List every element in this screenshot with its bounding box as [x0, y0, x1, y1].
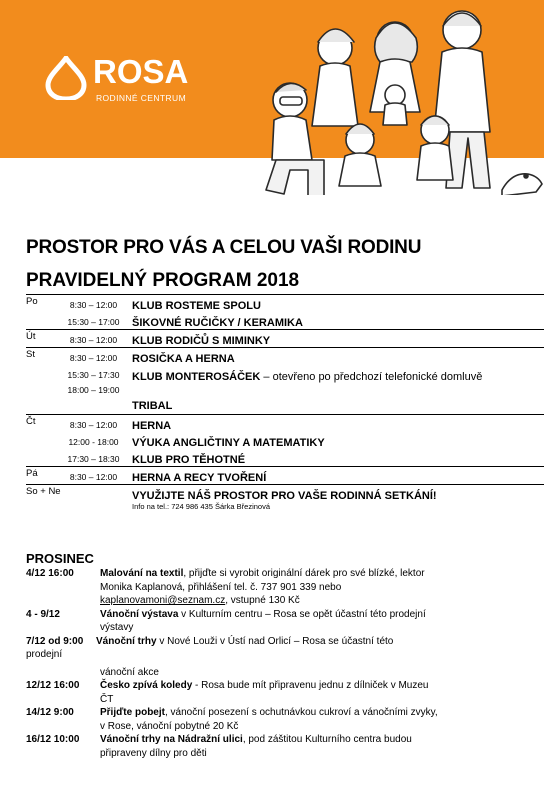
time-cell: 12:00 - 18:00	[68, 437, 119, 447]
december-section	[26, 551, 544, 760]
activity-cell	[132, 395, 544, 412]
event-title: Vánoční trhy	[96, 635, 157, 647]
event-date: 12/12 16:00	[26, 680, 80, 691]
activity-name: VÝUKA ANGLIČTINY A MATEMATIKY	[132, 437, 325, 449]
time-cell: 8:30 – 12:00	[55, 348, 132, 366]
time-cell: 8:30 – 12:00	[55, 330, 132, 348]
event-text: v Rose, vánoční pobytné 20 Kč	[100, 720, 239, 732]
schedule-row	[26, 348, 544, 366]
event-title: Česko zpívá koledy	[100, 680, 193, 691]
event-title: Vánoční výstava	[100, 608, 179, 620]
activity-cell	[132, 295, 544, 313]
activity-cell	[132, 467, 544, 485]
event-date: 16/12 10:00	[26, 734, 80, 745]
header-banner	[0, 0, 544, 195]
event-text: Monika Kaplanová, přihlášení tel. č. 737 901 339 nebo	[100, 581, 342, 593]
day-label: St	[26, 348, 55, 415]
activity-name: VYUŽIJTE NÁŠ PROSTOR PRO VAŠE RODINNÁ SETKÁNÍ!	[132, 490, 437, 502]
email-link[interactable]: kaplanovamoni@seznam.cz	[100, 595, 226, 606]
event-text: výstavy	[100, 622, 134, 633]
activity-name: ROSIČKA A HERNA	[132, 353, 235, 365]
activity-cell	[132, 485, 544, 512]
event-title: Vánoční trhy na Nádražní ulici	[100, 734, 243, 745]
time-cell: 17:30 – 18:30	[67, 454, 120, 464]
activity-cell	[132, 348, 544, 366]
brand-name: ROSA	[93, 53, 189, 90]
event-title: Přijďte pobejt	[100, 707, 165, 718]
event-date: 4 - 9/12	[26, 608, 60, 620]
event-item	[26, 635, 544, 680]
activity-cell	[132, 415, 544, 433]
event-text: prodejní	[26, 649, 63, 660]
contact-info: Info na tel.: 724 986 435 Šárka Březinová	[132, 502, 271, 511]
schedule-row	[26, 432, 544, 449]
event-text: vánoční akce	[100, 666, 159, 678]
schedule-row	[26, 485, 544, 512]
time-cell	[55, 395, 132, 412]
section-title: PROSINEC	[26, 551, 94, 566]
event-text: , vstupné 130 Kč	[225, 595, 300, 606]
event-item	[26, 679, 544, 706]
day-label: Po	[26, 295, 55, 330]
event-item	[26, 567, 544, 608]
event-item	[26, 733, 544, 760]
rosa-logo	[45, 53, 189, 105]
schedule-row	[26, 330, 544, 348]
activity-cell	[132, 365, 544, 395]
activity-name: HERNA	[132, 420, 172, 432]
schedule-row	[26, 467, 544, 485]
activity-name: KLUB MONTEROSÁČEK	[132, 371, 261, 383]
event-text: v Nové Louži v Ústí nad Orlicí – Rosa se účastní této	[156, 635, 394, 647]
activity-name: KLUB RODIČŮ S MIMINKY	[132, 335, 271, 347]
time-cell: 15:30 – 17:30	[67, 370, 120, 380]
time-cell: 8:30 – 12:00	[55, 295, 132, 313]
activity-cell	[132, 432, 544, 449]
activity-note: – otevřeno po předchozí telefonické domluvě	[260, 371, 483, 383]
day-label: Út	[26, 330, 55, 348]
event-title: Malování na textil	[100, 568, 184, 579]
activity-cell	[132, 312, 544, 330]
event-text: - Rosa bude mít připravenu jednu z dílniček v Muzeu	[192, 680, 429, 691]
activity-name: KLUB PRO TĚHOTNÉ	[132, 454, 246, 466]
day-label: So + Ne	[26, 485, 132, 512]
day-label: Čt	[26, 415, 55, 467]
activity-name: ŠIKOVNÉ RUČIČKY / KERAMIKA	[132, 317, 303, 329]
event-text: , pod záštitou Kulturního centra budou	[242, 734, 412, 745]
event-text: připraveny dílny pro děti	[100, 747, 207, 759]
event-text: , vánoční posezení s ochutnávkou cukroví a vánočními zvyky,	[164, 707, 438, 718]
page-title: PROSTOR PRO VÁS A CELOU VAŠI RODINU	[26, 237, 422, 258]
schedule-row	[26, 395, 544, 412]
schedule-row	[26, 312, 544, 330]
time-cell: 8:30 – 12:00	[55, 415, 132, 433]
program-subtitle: PRAVIDELNÝ PROGRAM 2018	[26, 270, 300, 291]
event-date: 14/12 9:00	[26, 707, 74, 718]
time-cell: 18:00 – 19:00	[67, 385, 120, 395]
schedule-row	[26, 415, 544, 433]
brand-subtitle: RODINNÉ CENTRUM	[96, 93, 187, 103]
event-item	[26, 608, 544, 635]
schedule-row	[26, 449, 544, 467]
event-text: v Kulturním centru – Rosa se opět účastní této prodejní	[178, 608, 426, 620]
schedule-row	[26, 295, 544, 313]
time-cell: 8:30 – 12:00	[55, 467, 132, 485]
schedule-row	[26, 365, 544, 395]
activity-name: KLUB ROSTEME SPOLU	[132, 300, 261, 312]
family-illustration	[240, 0, 544, 195]
event-date: 4/12 16:00	[26, 568, 74, 579]
activity-name: TRIBAL	[132, 400, 173, 412]
schedule-table	[26, 294, 544, 511]
event-date: 7/12 od 9:00	[26, 635, 84, 647]
day-label: Pá	[26, 467, 55, 485]
event-item	[26, 706, 544, 733]
activity-cell	[132, 449, 544, 467]
activity-cell	[132, 330, 544, 348]
event-text: , přijďte si vyrobit originální dárek pro své blízké, lektor	[183, 568, 425, 579]
time-cell: 15:30 – 17:00	[67, 317, 120, 327]
event-text: ČT	[100, 693, 114, 705]
drop-logo-icon	[45, 56, 87, 100]
activity-name: HERNA A RECY TVOŘENÍ	[132, 472, 267, 484]
